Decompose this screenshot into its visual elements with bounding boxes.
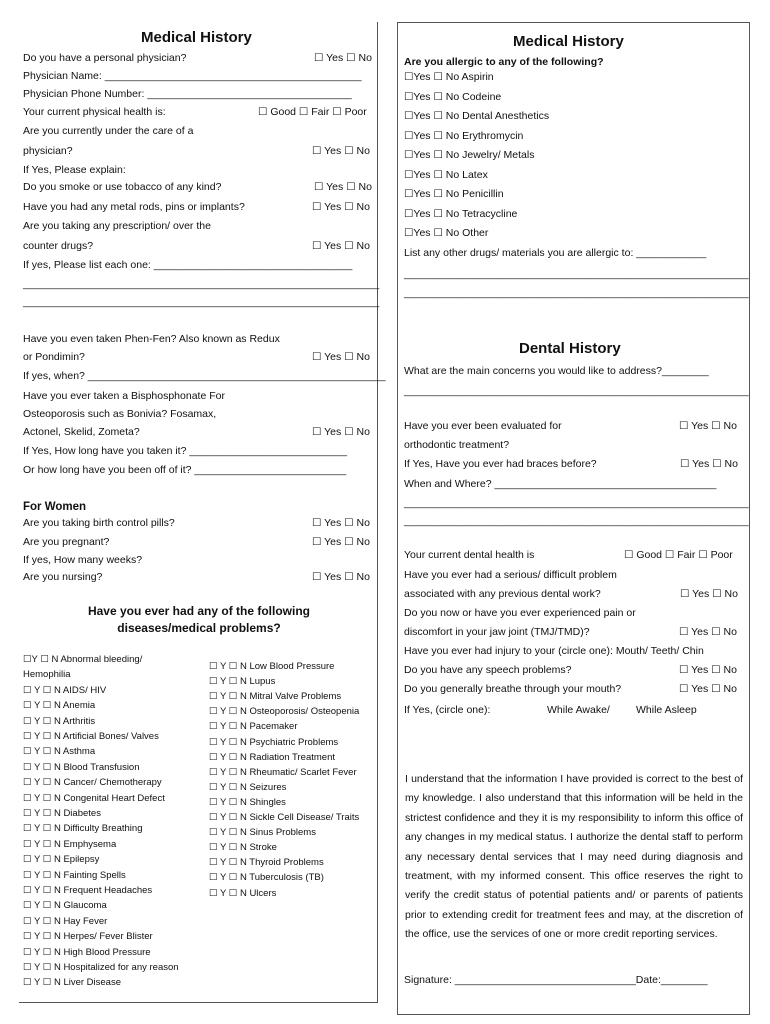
dental-health-options[interactable]: ☐ Good ☐ Fair ☐ Poor	[624, 549, 733, 561]
allergy-item[interactable]: ☐Yes ☐ No Dental Anesthetics	[404, 110, 550, 122]
physician-name-field[interactable]: Physician Name: ____________________________________________	[23, 70, 362, 82]
prescription-yes-no[interactable]: ☐ Yes ☐ No	[312, 240, 370, 252]
signature-date-field[interactable]: Signature: _______________________________Date:________	[404, 974, 708, 986]
tmj-question-line1: Do you now or have you ever experienced pain or	[404, 607, 636, 619]
while-awake-option[interactable]: While Awake/	[547, 704, 610, 716]
phen-fen-question-line1: Have you even taken Phen-Fen? Also known as Redux	[23, 333, 280, 345]
physician-yes-no[interactable]: ☐ Yes ☐ No	[314, 52, 372, 64]
disease-item[interactable]: ☐ Y ☐ N Epilepsy	[23, 854, 100, 866]
left-title: Medical History	[141, 29, 252, 46]
dental-health-question: Your current dental health is	[404, 549, 535, 561]
disease-item[interactable]: ☐ Y ☐ N Hospitalized for any reason	[23, 962, 179, 973]
while-asleep-option[interactable]: While Asleep	[636, 704, 697, 716]
pregnant-yes-no[interactable]: ☐ Yes ☐ No	[312, 536, 370, 548]
disease-item[interactable]: ☐ Y ☐ N Rheumatic/ Scarlet Fever	[209, 766, 357, 778]
physician-phone-field[interactable]: Physician Phone Number: ___________________________________	[23, 88, 352, 100]
phen-fen-when-field[interactable]: If yes, when? ___________________________________________________	[23, 370, 386, 382]
disease-item[interactable]: ☐ Y ☐ N High Blood Pressure	[23, 946, 151, 958]
braces-yes-no[interactable]: ☐ Yes ☐ No	[680, 458, 738, 470]
circle-one-label: If Yes, (circle one):	[404, 704, 491, 716]
disease-item[interactable]: ☐ Y ☐ N Ulcers	[209, 887, 277, 899]
allergy-item[interactable]: ☐Yes ☐ No Codeine	[404, 90, 502, 103]
disease-item[interactable]: ☐ Y ☐ N Sickle Cell Disease/ Traits	[209, 812, 360, 823]
tmj-yes-no[interactable]: ☐ Yes ☐ No	[679, 626, 737, 638]
nursing-yes-no[interactable]: ☐ Yes ☐ No	[312, 571, 370, 583]
disease-item[interactable]: ☐ Y ☐ N Diabetes	[23, 808, 101, 819]
disease-item[interactable]: ☐ Y ☐ N Cancer/ Chemotherapy	[23, 777, 162, 789]
disease-item[interactable]: ☐ Y ☐ N Low Blood Pressure	[209, 661, 335, 672]
disease-item[interactable]: ☐ Y ☐ N Mitral Valve Problems	[209, 691, 342, 703]
care-question-line1: Are you currently under the care of a	[23, 125, 194, 137]
injury-question[interactable]: Have you ever had injury to your (circle one): Mouth/ Teeth/ Chin	[404, 645, 704, 657]
diseases-heading: Have you ever had any of the following diseases/medical problems?	[87, 604, 311, 635]
disease-item[interactable]: ☐ Y ☐ N Difficulty Breathing	[23, 823, 143, 835]
blank-line[interactable]: _____________________________________________________________	[23, 278, 380, 290]
ortho-question-line2: orthodontic treatment?	[404, 439, 510, 451]
explain-field[interactable]: If Yes, Please explain:	[23, 164, 126, 176]
physician-question: Do you have a personal physician?	[23, 52, 187, 64]
dental-history-title: Dental History	[519, 340, 621, 357]
serious-problem-line1: Have you ever had a serious/ difficult problem	[404, 569, 617, 581]
disease-item[interactable]: ☐ Y ☐ N Anemia	[23, 700, 96, 712]
disease-item[interactable]: ☐ Y ☐ N Glaucoma	[23, 900, 107, 912]
tobacco-question: Do you smoke or use tobacco of any kind?	[23, 181, 222, 193]
disease-item[interactable]: ☐ Y ☐ N Arthritis	[23, 715, 96, 727]
allergy-item[interactable]: ☐Yes ☐ No Latex	[404, 168, 488, 181]
serious-problem-yes-no[interactable]: ☐ Yes ☐ No	[680, 588, 738, 600]
care-yes-no[interactable]: ☐ Yes ☐ No	[312, 145, 370, 157]
disease-item[interactable]: ☐ Y ☐ N Osteoporosis/ Osteopenia	[209, 706, 360, 718]
blank-line[interactable]: ___________________________________________________________	[404, 385, 749, 397]
disease-item[interactable]: ☐ Y ☐ N Sinus Problems	[209, 827, 316, 839]
disease-item[interactable]: ☐ Y ☐ N Blood Transfusion	[23, 761, 140, 773]
birth-control-question: Are you taking birth control pills?	[23, 517, 175, 529]
mouth-breathing-question: Do you generally breathe through your mouth?	[404, 683, 622, 695]
disease-item[interactable]: ☐ Y ☐ N Lupus	[209, 676, 276, 688]
for-women-heading: For Women	[23, 501, 87, 513]
metal-implants-question: Have you had any metal rods, pins or implants?	[23, 201, 245, 213]
concerns-field[interactable]: What are the main concerns you would like to address?________	[404, 365, 709, 377]
prescription-question-line1: Are you taking any prescription/ over the	[23, 220, 211, 232]
disease-item[interactable]: ☐ Y ☐ N Tuberculosis (TB)	[209, 872, 324, 884]
disease-item[interactable]: ☐ Y ☐ N Congenital Heart Defect	[23, 792, 165, 804]
phen-fen-question-line2: or Pondimin?	[23, 351, 85, 363]
disease-item[interactable]: ☐ Y ☐ N Hay Fever	[23, 915, 108, 927]
metal-implants-yes-no[interactable]: ☐ Yes ☐ No	[312, 201, 370, 213]
care-question-line2: physician?	[23, 145, 73, 157]
bisphosphonate-question-line3: Actonel, Skelid, Zometa?	[23, 426, 140, 438]
bisphosphonate-question-line2: Osteoporosis such as Bonivia? Fosamax,	[23, 408, 217, 420]
nursing-question: Are you nursing?	[23, 571, 103, 583]
disease-item[interactable]: ☐ Y ☐ N Emphysema	[23, 838, 117, 850]
birth-control-yes-no[interactable]: ☐ Yes ☐ No	[312, 517, 370, 529]
phen-fen-yes-no[interactable]: ☐ Yes ☐ No	[312, 351, 370, 363]
tobacco-yes-no[interactable]: ☐ Yes ☐ No	[314, 181, 372, 193]
disease-item[interactable]: ☐ Y ☐ N Asthma	[23, 746, 96, 758]
blank-line[interactable]: _____________________________________________________________	[23, 296, 380, 308]
tmj-question-line2: discomfort in your jaw joint (TMJ/TMD)?	[404, 626, 590, 638]
disease-item[interactable]: ☐ Y ☐ N Herpes/ Fever Blister	[23, 931, 153, 943]
other-allergy-field[interactable]: List any other drugs/ materials you are allergic to: ____________	[404, 247, 707, 259]
allergy-item[interactable]: ☐Yes ☐ No Tetracycline	[404, 207, 518, 220]
allergy-question: Are you allergic to any of the following?	[404, 56, 604, 68]
bisphosphonate-question-line1: Have you ever taken a Bisphosphonate For	[23, 390, 225, 402]
disease-item[interactable]: ☐ Y ☐ N AIDS/ HIV	[23, 684, 107, 696]
disease-item[interactable]: ☐ Y ☐ N Shingles	[209, 796, 286, 808]
allergy-item[interactable]: ☐Yes ☐ No Aspirin	[404, 71, 494, 83]
bisphosphonate-duration-field[interactable]: If Yes, How long have you taken it? ___________________________	[23, 445, 348, 457]
list-drugs-field[interactable]: If yes, Please list each one: __________________________________	[23, 259, 353, 271]
speech-question: Do you have any speech problems?	[404, 664, 572, 676]
blank-line[interactable]: ___________________________________________________________	[404, 268, 749, 280]
speech-yes-no[interactable]: ☐ Yes ☐ No	[679, 664, 737, 676]
disease-item[interactable]: ☐ Y ☐ N Frequent Headaches	[23, 885, 153, 896]
allergy-item[interactable]: ☐Yes ☐ No Erythromycin	[404, 129, 524, 142]
disease-item[interactable]: ☐ Y ☐ N Thyroid Problems	[209, 857, 324, 869]
disease-item[interactable]: ☐ Y ☐ N Artificial Bones/ Valves	[23, 731, 159, 742]
when-where-field[interactable]: When and Where? ______________________________________	[404, 478, 717, 490]
disease-item[interactable]: ☐ Y ☐ N Psychiatric Problems	[209, 736, 339, 748]
bisphosphonate-off-field[interactable]: Or how long have you been off of it? __________________________	[23, 464, 347, 476]
serious-problem-line2: associated with any previous dental work?	[404, 588, 601, 600]
allergy-item[interactable]: ☐Yes ☐ No Jewelry/ Metals	[404, 149, 535, 161]
blank-line[interactable]: ___________________________________________________________	[404, 497, 749, 509]
bisphosphonate-yes-no[interactable]: ☐ Yes ☐ No	[312, 426, 370, 438]
disease-item[interactable]: Hemophilia	[23, 669, 71, 681]
consent-statement: I understand that the information I have provided is correct to the best of my knowledge. I also understand that this information will be held in the strictest confidence and they it is my responsibility to inform this office of any changes in my medical status. I authorize the dental staff to perform any necessary dental services that I may need during diagnosis and treatment, with my informed consent. This office reserves the right to verify the credit status of potential patients and/ or parents of patients prior to extending credit for treatment fees and may, at the discretion of the office, use the services of one or more credit reporting services.	[405, 773, 743, 941]
physical-health-options[interactable]: ☐ Good ☐ Fair ☐ Poor	[258, 106, 367, 118]
ortho-question-line1: Have you ever been evaluated for	[404, 420, 562, 432]
allergy-item[interactable]: ☐Yes ☐ No Other	[404, 227, 489, 239]
physical-health-question: Your current physical health is:	[23, 106, 166, 118]
blank-line[interactable]: ___________________________________________________________	[404, 515, 749, 527]
pregnant-question: Are you pregnant?	[23, 536, 110, 548]
disease-item[interactable]: ☐ Y ☐ N Stroke	[209, 842, 277, 854]
disease-item[interactable]: ☐ Y ☐ N Radiation Treatment	[209, 751, 335, 763]
disease-item[interactable]: ☐ Y ☐ N Fainting Spells	[23, 869, 126, 881]
braces-question: If Yes, Have you ever had braces before?	[404, 458, 597, 470]
prescription-question-line2: counter drugs?	[23, 240, 94, 252]
weeks-question: If yes, How many weeks?	[23, 554, 143, 566]
disease-item[interactable]: ☐ Y ☐ N Pacemaker	[209, 721, 298, 733]
ortho-yes-no[interactable]: ☐ Yes ☐ No	[679, 420, 737, 432]
disease-item[interactable]: ☐ Y ☐ N Seizures	[209, 781, 287, 793]
disease-item[interactable]: ☐ Y ☐ N Liver Disease	[23, 977, 121, 989]
allergy-item[interactable]: ☐Yes ☐ No Penicillin	[404, 188, 504, 200]
right-title: Medical History	[513, 33, 624, 50]
mouth-breathing-yes-no[interactable]: ☐ Yes ☐ No	[679, 683, 737, 695]
blank-line[interactable]: ___________________________________________________________	[404, 287, 749, 299]
disease-item[interactable]: ☐Y ☐ N Abnormal bleeding/	[23, 654, 143, 665]
